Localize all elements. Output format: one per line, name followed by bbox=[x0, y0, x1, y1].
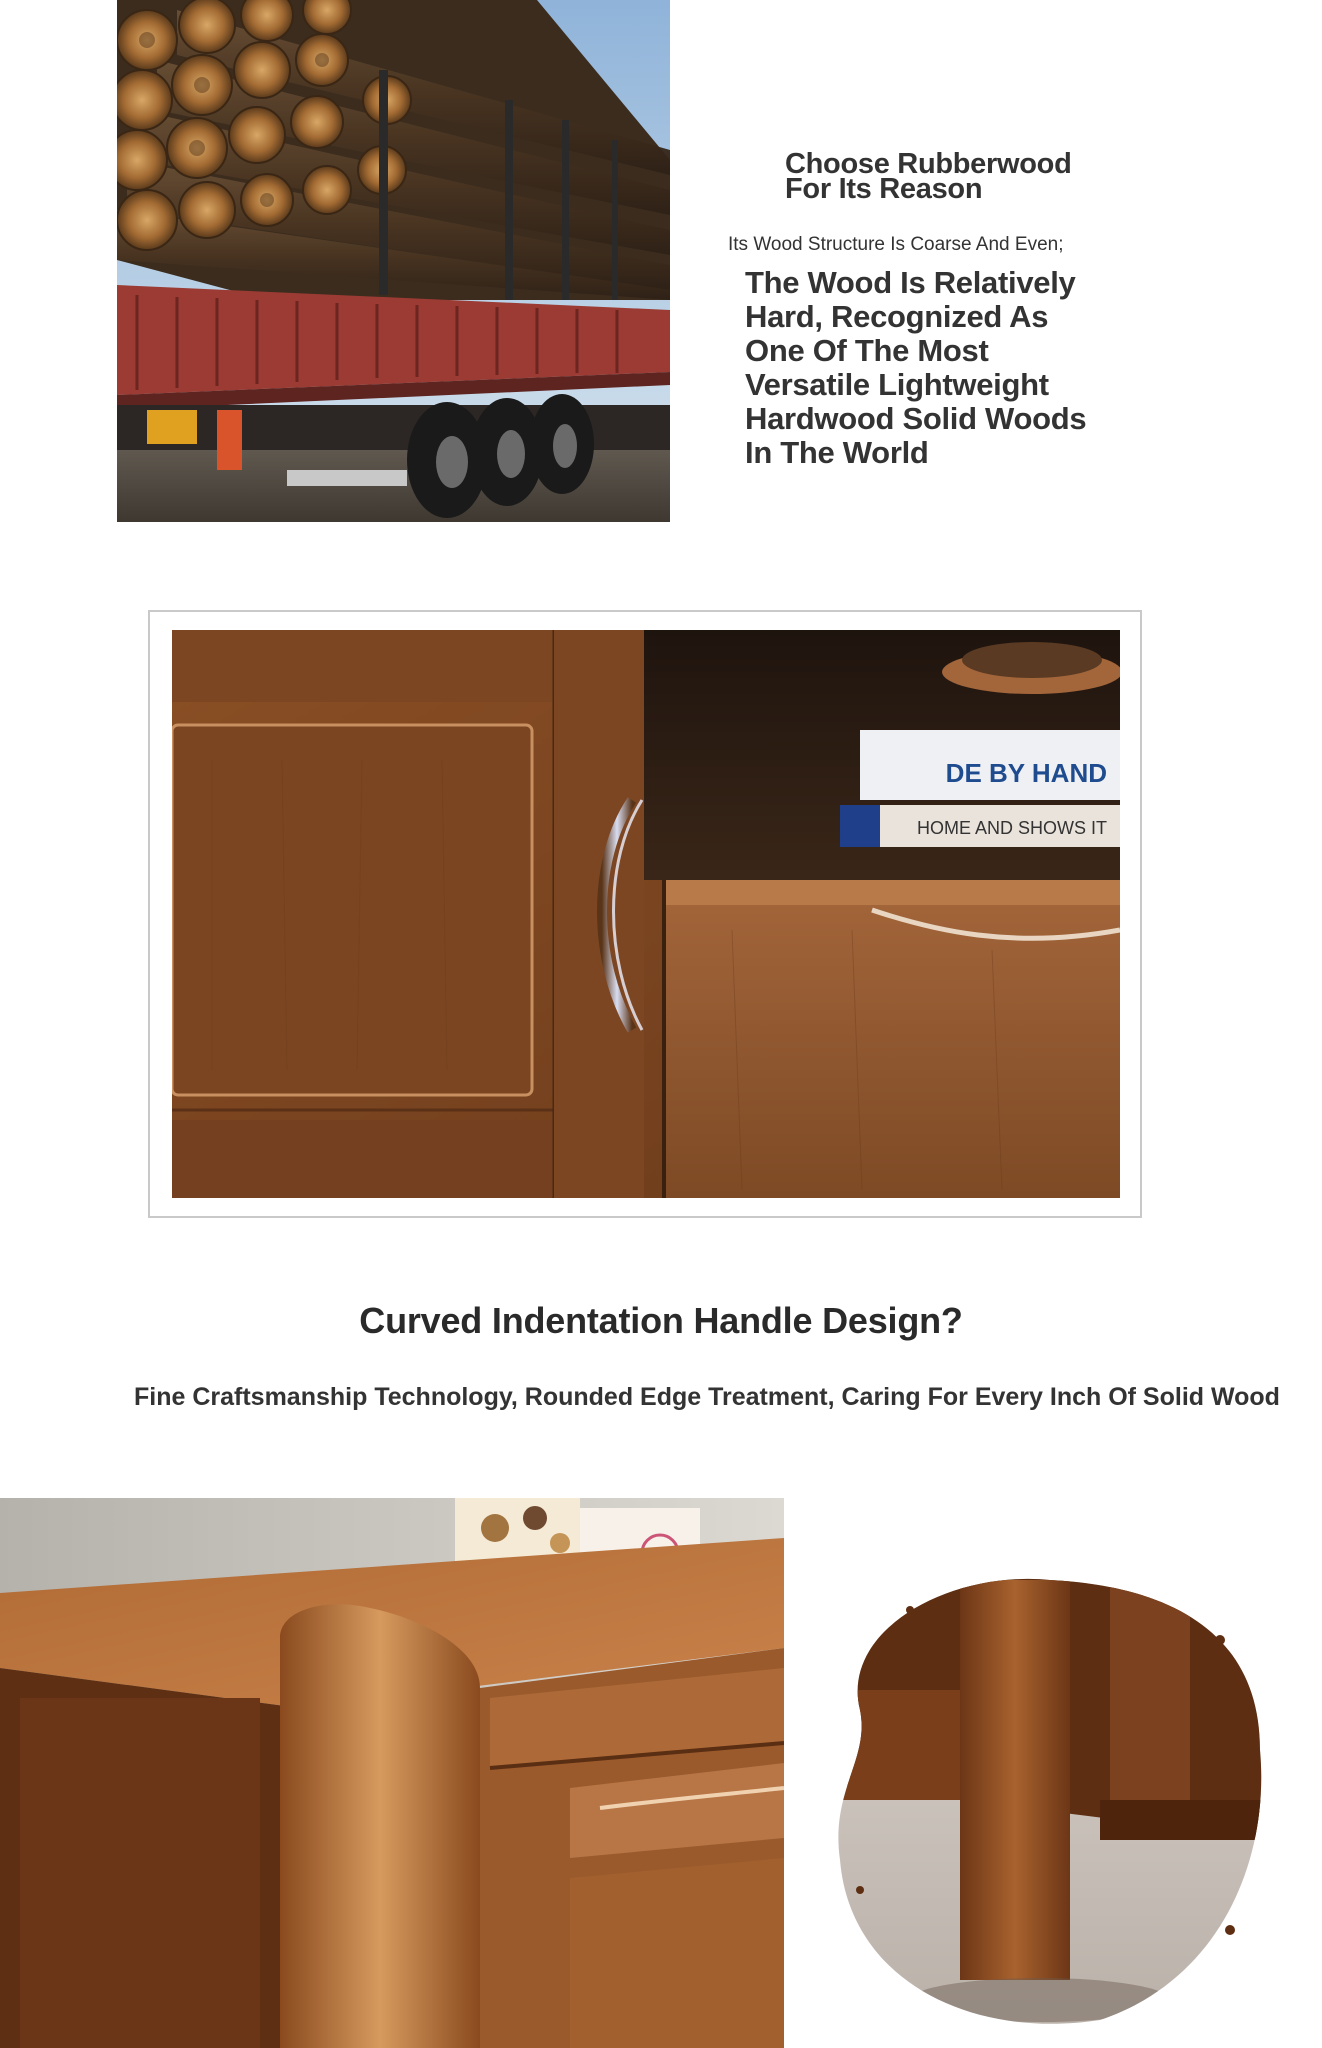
book-spine-1: DE BY HAND bbox=[945, 758, 1107, 788]
wood-description-line: The Wood Is Relatively bbox=[745, 265, 1076, 300]
wood-description-line: Hard, Recognized As bbox=[745, 299, 1049, 334]
wood-description bbox=[745, 266, 1145, 470]
cabinet-handle-image bbox=[172, 630, 1120, 1198]
craftsmanship-subtitle: Fine Craftsmanship Technology, Rounded Edge Treatment, Caring For Every Inch Of Solid Wood bbox=[134, 1383, 1280, 1411]
cabinet-leg-image bbox=[800, 1560, 1280, 2040]
rubberwood-heading bbox=[785, 148, 1205, 205]
rounded-corner-image bbox=[0, 1498, 784, 2048]
log-truck-image bbox=[117, 0, 670, 522]
wood-structure-subtext: Its Wood Structure Is Coarse And Even; bbox=[728, 234, 1064, 255]
rubberwood-heading-line1: Choose Rubberwood bbox=[785, 148, 1072, 180]
wood-description-line: Hardwood Solid Woods bbox=[745, 401, 1087, 436]
handle-design-title: Curved Indentation Handle Design? bbox=[359, 1300, 963, 1341]
book-spine-2: HOME AND SHOWS IT bbox=[916, 818, 1107, 838]
wood-description-line: In The World bbox=[745, 435, 929, 470]
wood-description-line: One Of The Most bbox=[745, 333, 989, 368]
wood-description-line: Versatile Lightweight bbox=[745, 367, 1049, 402]
rubberwood-heading-line2: For Its Reason bbox=[785, 173, 983, 205]
